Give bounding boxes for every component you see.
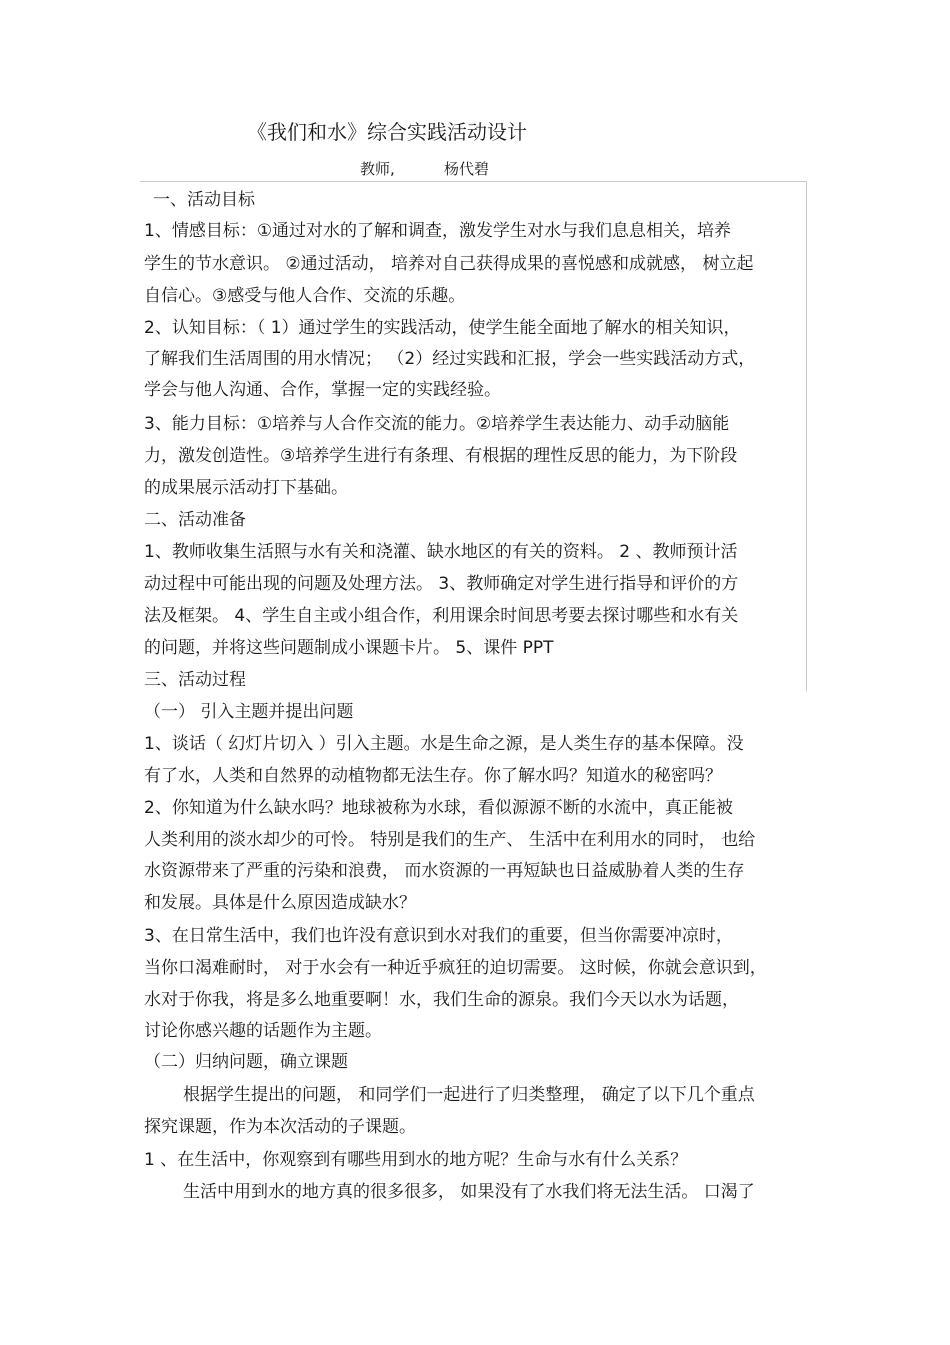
- text-line: 2、你知道为什么缺水吗？地球被称为水球，看似源源不断的水流中，真正能被: [144, 798, 733, 818]
- text-line: 学生的节水意识。 ②通过活动， 培养对自己获得成果的喜悦感和成就感， 树立起: [144, 254, 754, 274]
- text-line: 的成果展示活动打下基础。: [144, 478, 348, 498]
- text-line: 的问题，并将这些问题制成小课题卡片。 5、课件 PPT: [144, 638, 554, 658]
- text-line: 人类利用的淡水却少的可怜。 特别是我们的生产、 生活中在利用水的同时， 也给: [144, 830, 756, 850]
- text-line: 学会与他人沟通、合作，掌握一定的实践经验。: [144, 380, 501, 400]
- text-line: 水资源带来了严重的污染和浪费， 而水资源的一再短缺也日益威胁着人类的生存: [144, 861, 745, 881]
- text-line: 根据学生提出的问题， 和同学们一起进行了归类整理， 确定了以下几个重点: [183, 1085, 755, 1105]
- text-line: 和发展。具体是什么原因造成缺水？: [144, 893, 416, 913]
- text-line: 1 、在生活中，你观察到有哪些用到水的地方呢？生命与水有什么关系？: [144, 1150, 688, 1170]
- table-border-top: [140, 181, 807, 182]
- text-line: 2、认知目标：（ 1）通过学生的实践活动，使学生能全面地了解水的相关知识，: [144, 318, 741, 338]
- section-heading: 一、活动目标: [153, 190, 255, 210]
- text-line: 了解我们生活周围的用水情况； （2）经过实践和汇报，学会一些实践活动方式，: [144, 349, 756, 369]
- section-heading: 二、活动准备: [144, 510, 246, 530]
- text-line: 法及框架。 4、学生自主或小组合作，利用课余时间思考要去探讨哪些和水有关: [144, 606, 739, 626]
- section-heading: 三、活动过程: [144, 670, 246, 690]
- text-line: 有了水，人类和自然界的动植物都无法生存。你了解水吗？知道水的秘密吗？: [144, 766, 722, 786]
- text-line: 自信心。③感受与他人合作、交流的乐趣。: [144, 286, 466, 306]
- table-border-right: [806, 181, 807, 691]
- text-line: 生活中用到水的地方真的很多很多， 如果没有了水我们将无法生活。 口渴了: [183, 1182, 755, 1202]
- text-line: 3、能力目标：①培养与人合作交流的能力。②培养学生表达能力、动手动脑能: [144, 414, 730, 434]
- text-line: 当你口渴难耐时， 对于水会有一种近乎疯狂的迫切需要。 这时候，你就会意识到，: [144, 958, 767, 978]
- subsection-heading: （一） 引入主题并提出问题: [144, 702, 354, 722]
- text-line: 力，激发创造性。③培养学生进行有条理、有根据的理性反思的能力，为下阶段: [144, 446, 738, 466]
- text-line: 水对于你我，将是多么地重要啊！水，我们生命的源泉。我们今天以水为话题，: [144, 990, 739, 1010]
- text-line: 探究课题，作为本次活动的子课题。: [144, 1117, 416, 1137]
- text-line: 1、教师收集生活照与水有关和浇灌、缺水地区的有关的资料。 2 、教师预计活: [144, 542, 738, 562]
- text-line: 3、在日常生活中，我们也许没有意识到水对我们的重要，但当你需要冲凉时，: [144, 926, 733, 946]
- teacher-name: 杨代碧: [444, 160, 490, 178]
- subsection-heading: （二）归纳问题，确立课题: [144, 1052, 348, 1072]
- text-line: 1、谈话（ 幻灯片切入 ）引入主题。水是生命之源，是人类生存的基本保障。没: [144, 734, 744, 754]
- text-line: 讨论你感兴趣的话题作为主题。: [144, 1021, 382, 1041]
- text-line: 1、情感目标：①通过对水的了解和调查，激发学生对水与我们息息相关，培养: [144, 221, 732, 241]
- teacher-label: 教师,: [360, 160, 395, 178]
- document-title: 《我们和水》综合实践活动设计: [247, 120, 527, 144]
- text-line: 动过程中可能出现的问题及处理方法。 3、教师确定对学生进行指导和评价的方: [144, 574, 739, 594]
